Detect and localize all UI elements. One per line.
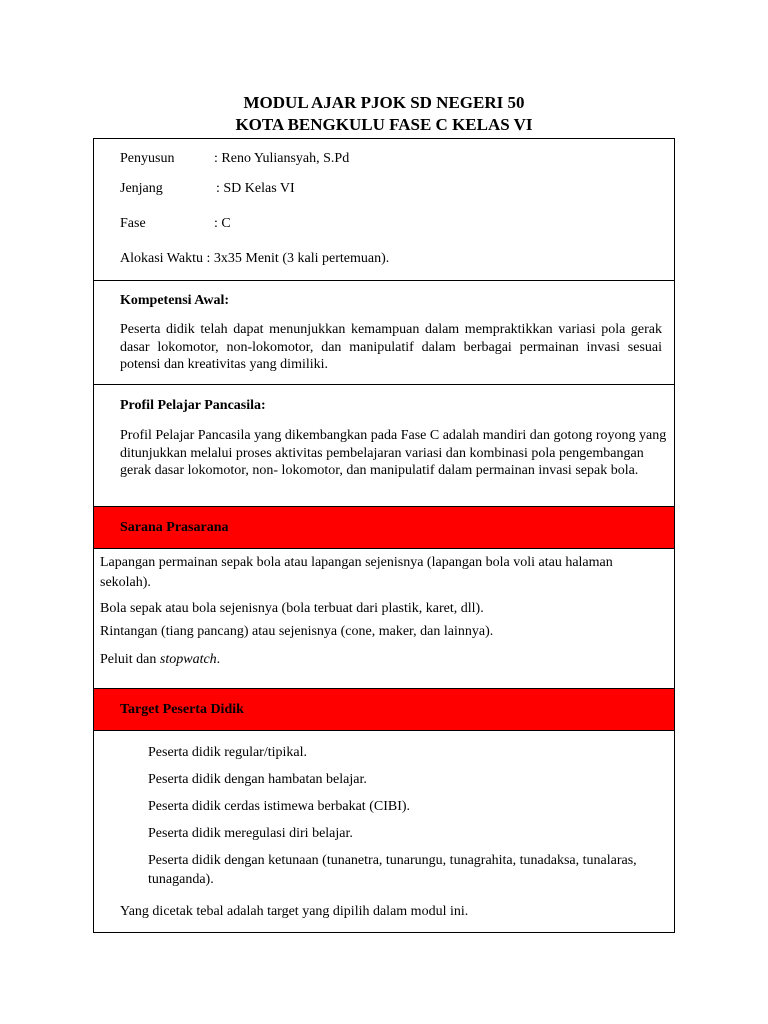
target-item-3: Peserta didik cerdas istimewa berbakat (CIBI). — [148, 799, 411, 814]
sarana-heading: Sarana Prasarana — [120, 520, 229, 535]
target-header — [94, 689, 674, 731]
profil-section — [94, 385, 674, 507]
kompetensi-text: Peserta didik telah dapat menunjukkan kemampuan dalam mempraktikkan variasi pola gerak dasar lokomotor, non-lokomotor, dan manipulatif dalam berbagai permainan invasi sesuai potensi dan kreativitas yang dimiliki. — [120, 322, 662, 372]
target-heading: Target Peserta Didik — [120, 702, 244, 717]
target-item-4: Peserta didik meregulasi diri belajar. — [148, 826, 353, 841]
meta-section — [94, 139, 674, 281]
sarana-item-3: Rintangan (tiang pancang) atau sejenisnya (cone, maker, dan lainnya). — [100, 624, 494, 639]
sarana-section — [94, 549, 674, 689]
title-line-2: KOTA BENGKULU FASE C KELAS VI — [235, 115, 533, 134]
alokasi-waktu: Alokasi Waktu : 3x35 Menit (3 kali pertemuan). — [120, 251, 390, 266]
fase-value: : C — [214, 216, 231, 231]
jenjang-label: Jenjang — [120, 181, 163, 196]
sarana-item-4 — [100, 650, 660, 670]
target-item-5: Peserta didik dengan ketunaan (tunanetra, tunarungu, tunagrahita, tunadaksa, tunalaras, tunaganda). — [148, 853, 637, 887]
profil-text: Profil Pelajar Pancasila yang dikembangkan pada Fase C adalah mandiri dan gotong royong yang ditunjukkan melalui proses aktivitas pembelajaran variasi dan kombinasi pola pengembangan gerak dasar lokomotor, non- lokomotor, dan manipulatif dalam permainan invasi sepak bola. — [120, 428, 667, 478]
penyusun-value: : Reno Yuliansyah, S.Pd — [214, 151, 350, 166]
kompetensi-heading: Kompetensi Awal: — [120, 293, 230, 308]
sarana-item-2: Bola sepak atau bola sejenisnya (bola terbuat dari plastik, karet, dll). — [100, 601, 484, 616]
document-title — [0, 92, 768, 136]
fase-row — [120, 216, 231, 232]
fase-label: Fase — [120, 216, 146, 231]
target-note: Yang dicetak tebal adalah target yang dipilih dalam modul ini. — [120, 904, 469, 919]
jenjang-value: : SD Kelas VI — [216, 181, 295, 196]
sarana-item-1: Lapangan permainan sepak bola atau lapangan sejenisnya (lapangan bola voli atau halaman sekolah). — [100, 555, 613, 590]
target-item-1: Peserta didik regular/tipikal. — [148, 745, 308, 760]
profil-heading: Profil Pelajar Pancasila: — [120, 398, 266, 413]
penyusun-row — [120, 151, 349, 167]
peluit-suffix: . — [216, 652, 221, 667]
title-line-1: MODUL AJAR PJOK SD NEGERI 50 — [243, 93, 525, 112]
peluit-prefix: Peluit dan — [100, 652, 160, 667]
target-section — [94, 731, 674, 932]
target-item-2: Peserta didik dengan hambatan belajar. — [148, 772, 367, 787]
sarana-header — [94, 507, 674, 549]
penyusun-label: Penyusun — [120, 151, 175, 166]
peluit-italic: stopwatch — [159, 652, 217, 667]
jenjang-row — [120, 181, 295, 197]
kompetensi-section — [94, 281, 674, 385]
module-table — [93, 138, 675, 933]
